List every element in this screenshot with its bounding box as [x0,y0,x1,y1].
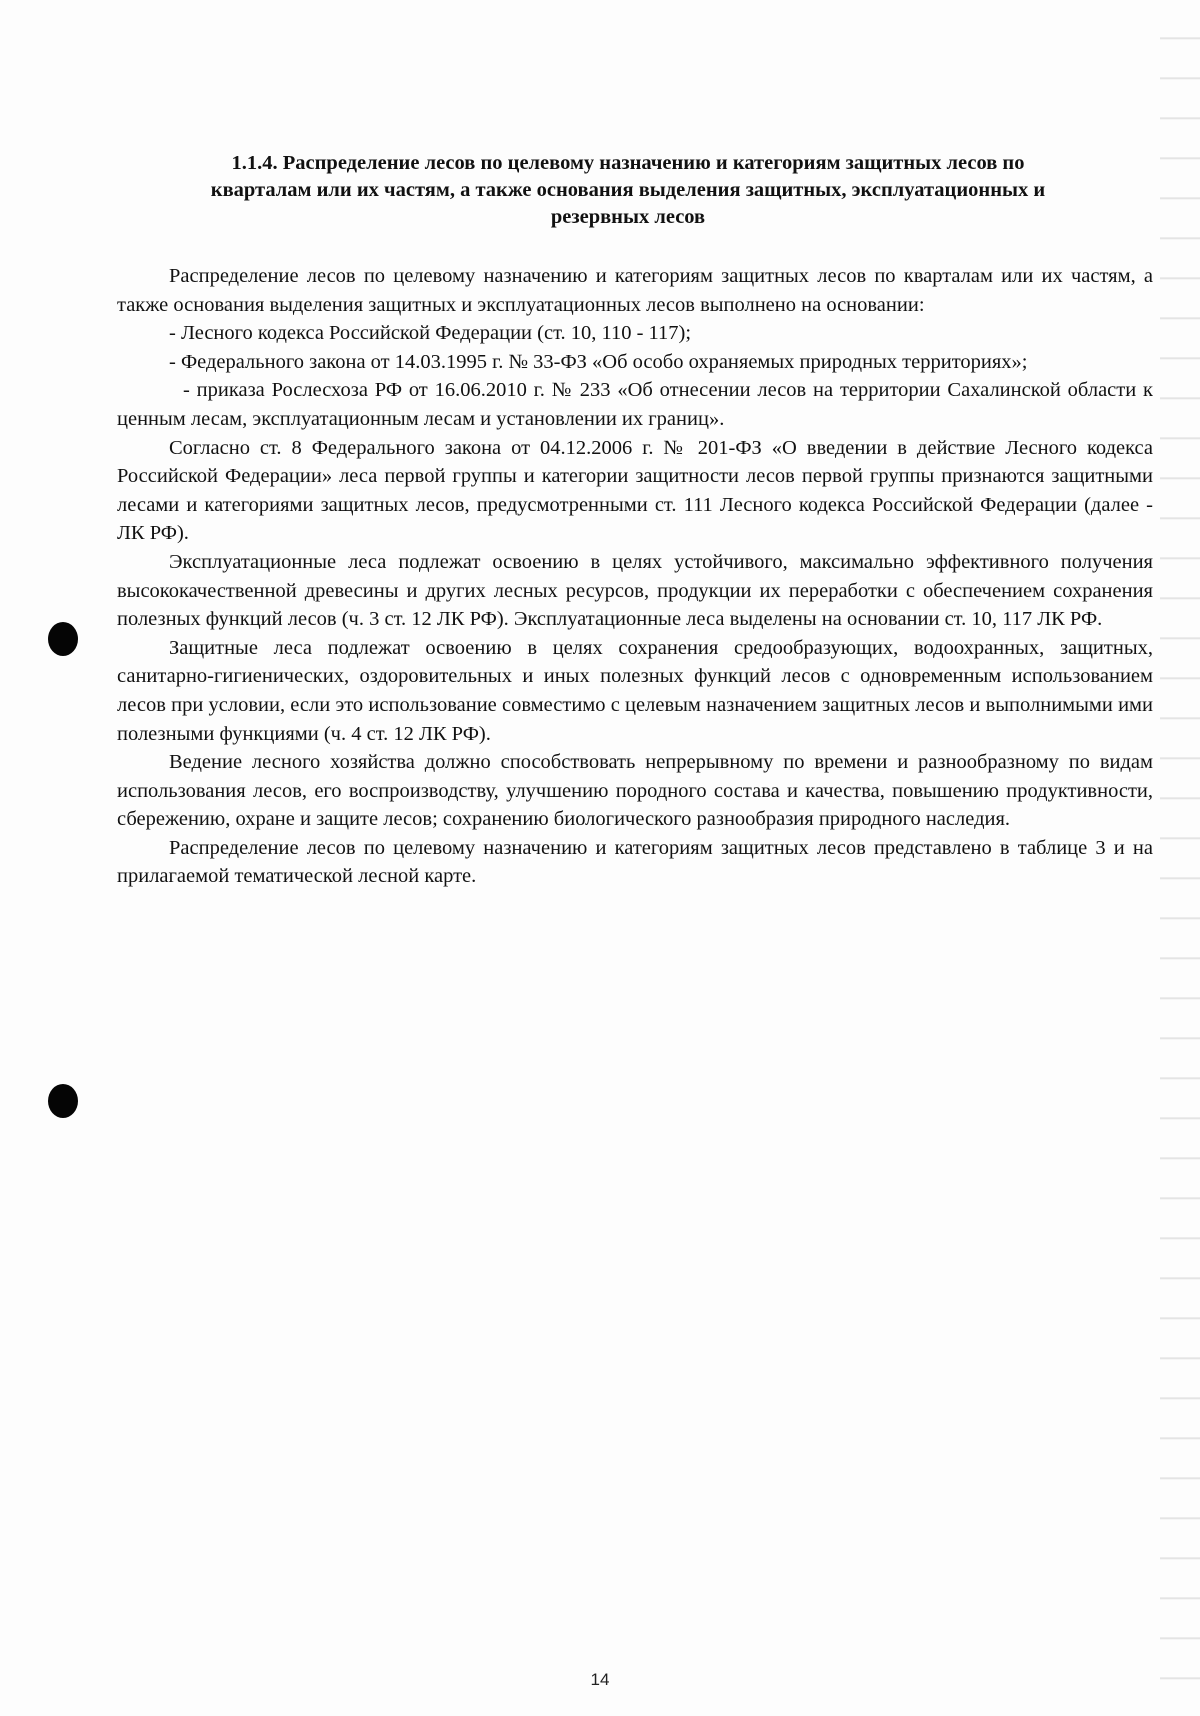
list-item-order: - приказа Рослесхоза РФ от 16.06.2010 г. № 233 «Об отнесении лесов на территории Сахалинской области к ценным лесам, эксплуатационным лесам и установлении их границ». [117,379,1153,430]
heading-line: 1.1.4. Распределение лесов по целевому назначению и категориям защитных лесов по [231,152,1025,174]
section-heading [128,150,1128,231]
heading-line: резервных лесов [550,206,706,228]
heading-line: кварталам или их частям, а также основания выделения защитных, эксплуатационных и [210,179,1046,201]
punch-hole [48,1084,78,1118]
paragraph-article-8: Согласно ст. 8 Федерального закона от 04.12.2006 г. № 201-ФЗ «О введении в действие Лесного кодекса Российской Федерации» леса первой группы и категории защитности лесов первой группы признаются защитными лесами и категориями защитных лесов, предусмотренными ст. 111 Лесного кодекса Российской Федерации (далее - ЛК РФ). [117,436,1153,545]
paragraph-forest-management: Ведение лесного хозяйства должно способствовать непрерывному по времени и разнообразному по видам использования лесов, его воспроизводству, улучшению породного состава и качества, повышению продуктивности, сбережению, охране и защите лесов; сохранению биологического разнообразия природного наследия. [117,751,1153,831]
list-item-forest-code: - Лесного кодекса Российской Федерации (ст. 10, 110 - 117); [169,322,692,345]
page-number: 14 [590,1670,610,1689]
body-text [117,262,1153,891]
list-item-federal-law: - Федерального закона от 14.03.1995 г. № 33-ФЗ «Об особо охраняемых природных территориях»; [169,350,1028,373]
punch-hole [48,622,78,656]
paragraph-intro: Распределение лесов по целевому назначению и категориям защитных лесов по кварталам или их частям, а также основания выделения защитных и эксплуатационных лесов выполнено на основании: [117,265,1153,316]
scan-edge-artifact [1160,0,1200,1716]
paragraph-exploitation-forests: Эксплуатационные леса подлежат освоению в целях устойчивого, максимально эффективного получения высококачественной древесины и других лесных ресурсов, продукции их переработки с обеспечением сохранения полезных функций лесов (ч. 3 ст. 12 ЛК РФ). Эксплуатационные леса выделены на основании ст. 10, 117 ЛК РФ. [117,550,1153,631]
paragraph-distribution: Распределение лесов по целевому назначению и категориям защитных лесов представлено в таблице 3 и на прилагаемой тематической лесной карте. [117,836,1153,888]
paragraph-protective-forests: Защитные леса подлежат освоению в целях сохранения средообразующих, водоохранных, защитных, санитарно-гигиенических, оздоровительных и иных полезных функций лесов с одновременным использованием лесов при условии, если это использование совместимо с целевым назначением защитных лесов и выполнимыми ими полезными функциями (ч. 4 ст. 12 ЛК РФ). [117,636,1153,745]
